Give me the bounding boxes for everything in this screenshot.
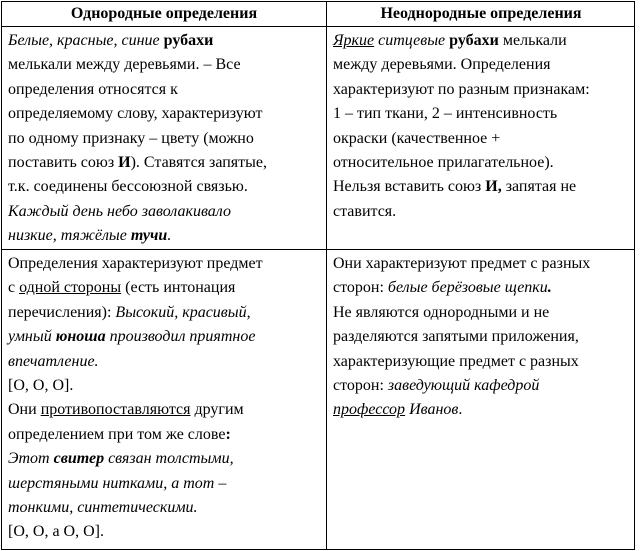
text-run: с bbox=[8, 279, 20, 297]
text-line bbox=[8, 29, 267, 53]
example-words: Высокий, красивый, bbox=[115, 303, 251, 321]
example-words: связан толстыми, bbox=[104, 450, 234, 468]
text-run: другим bbox=[190, 401, 244, 419]
underlined-word: профессор bbox=[333, 401, 406, 419]
text-run: сторон: bbox=[333, 279, 388, 297]
text-line: мелькали между деревьями. – Все bbox=[8, 56, 241, 74]
text-run: ). Ставятся запятые, bbox=[130, 154, 267, 172]
row2-left-cell bbox=[8, 252, 263, 545]
bold-conjunction: И, bbox=[485, 178, 502, 196]
text-run: запятая не bbox=[501, 178, 577, 196]
text-line: шерстяными нитками, а тот – bbox=[8, 474, 227, 492]
text-line: т.к. соединены бессоюзной связью. bbox=[8, 178, 248, 196]
header-heterogeneous: Неоднородные определения bbox=[380, 5, 582, 22]
example-words: белые берёзовые щепки bbox=[387, 279, 548, 297]
text-run: . bbox=[458, 401, 463, 419]
example-words: Иванов bbox=[405, 401, 459, 419]
example-words: Белые, красные, синие bbox=[8, 32, 164, 49]
text-line bbox=[8, 325, 263, 349]
text-line: Каждый день небо заволакивало bbox=[8, 202, 231, 220]
text-line: Определения характеризуют предмет bbox=[8, 255, 263, 272]
text-run: мелькали bbox=[498, 32, 567, 49]
header-divider bbox=[1, 26, 635, 27]
example-words: производил приятное bbox=[105, 328, 256, 346]
text-line bbox=[333, 175, 590, 199]
text-line: по одному признаку – цвету (можно bbox=[8, 129, 254, 147]
text-run: перечисления): bbox=[8, 303, 116, 321]
text-line: определения относятся к bbox=[8, 80, 178, 98]
example-words: заведующий кафедрой bbox=[387, 377, 540, 395]
bold-conjunction: И bbox=[118, 154, 131, 172]
example-words: ситцевые bbox=[374, 32, 450, 49]
text-line: окраски (качественное + bbox=[333, 129, 501, 147]
text-line: относительное прилагательное). bbox=[333, 154, 554, 172]
text-run: Нельзя вставить союз bbox=[333, 178, 486, 196]
row-divider bbox=[1, 249, 635, 250]
text-line bbox=[8, 224, 267, 248]
bold-noun: тучи bbox=[130, 227, 168, 245]
text-run: определением при том же слове bbox=[8, 425, 226, 443]
bold-noun: юноша bbox=[55, 328, 106, 346]
example-words: Этот bbox=[8, 450, 54, 468]
text-line bbox=[333, 29, 590, 53]
text-line: определяемому слову, характеризуют bbox=[8, 105, 263, 123]
row2-right-cell bbox=[333, 252, 590, 423]
underlined-word: противопоставляются bbox=[40, 401, 191, 419]
text-run: Они bbox=[8, 401, 41, 419]
underlined-phrase: одной стороны bbox=[19, 279, 122, 297]
text-line bbox=[8, 151, 267, 175]
bold-colon: : bbox=[225, 425, 231, 443]
text-line bbox=[8, 423, 263, 447]
scheme-line: [О, О, О]. bbox=[8, 377, 74, 395]
row1-right-cell bbox=[333, 29, 590, 224]
text-line: впечатление. bbox=[8, 352, 99, 370]
text-line: разделяются запятыми приложения, bbox=[333, 328, 579, 346]
bold-noun: свитер bbox=[53, 450, 105, 468]
text-line: между деревьями. Определения bbox=[333, 56, 551, 74]
text-run: поставить союз bbox=[8, 154, 119, 172]
text-run: сторон: bbox=[333, 377, 388, 395]
underlined-word: Яркие bbox=[333, 32, 375, 49]
column-divider bbox=[326, 1, 327, 550]
text-line bbox=[8, 276, 263, 300]
text-line bbox=[333, 276, 590, 300]
example-words: умный bbox=[8, 328, 56, 346]
example-words: низкие, тяжёлые bbox=[8, 227, 131, 245]
text-line bbox=[8, 398, 263, 422]
text-line bbox=[333, 398, 590, 422]
bold-noun: рубахи bbox=[163, 32, 214, 49]
header-homogeneous: Однородные определения bbox=[70, 5, 258, 22]
text-line: ставится. bbox=[333, 202, 397, 220]
text-run: (есть интонация bbox=[121, 279, 236, 297]
text-line: характеризующие предмет с разных bbox=[333, 352, 579, 370]
text-run: . bbox=[547, 279, 552, 297]
text-line bbox=[333, 374, 590, 398]
text-line: Они характеризуют предмет с разных bbox=[333, 255, 591, 272]
bold-noun: рубахи bbox=[449, 32, 499, 49]
text-line: 1 – тип ткани, 2 – интенсивность bbox=[333, 105, 558, 123]
scheme-line: [О, О, а О, О]. bbox=[8, 523, 104, 541]
text-line: Не являются однородными и не bbox=[333, 303, 550, 321]
row1-left-cell bbox=[8, 29, 267, 249]
text-line bbox=[8, 301, 263, 325]
text-line: тонкими, синтетическими. bbox=[8, 499, 198, 517]
text-run: . bbox=[167, 227, 172, 245]
text-line bbox=[8, 447, 263, 471]
text-line: характеризуют по разным признакам: bbox=[333, 80, 590, 98]
